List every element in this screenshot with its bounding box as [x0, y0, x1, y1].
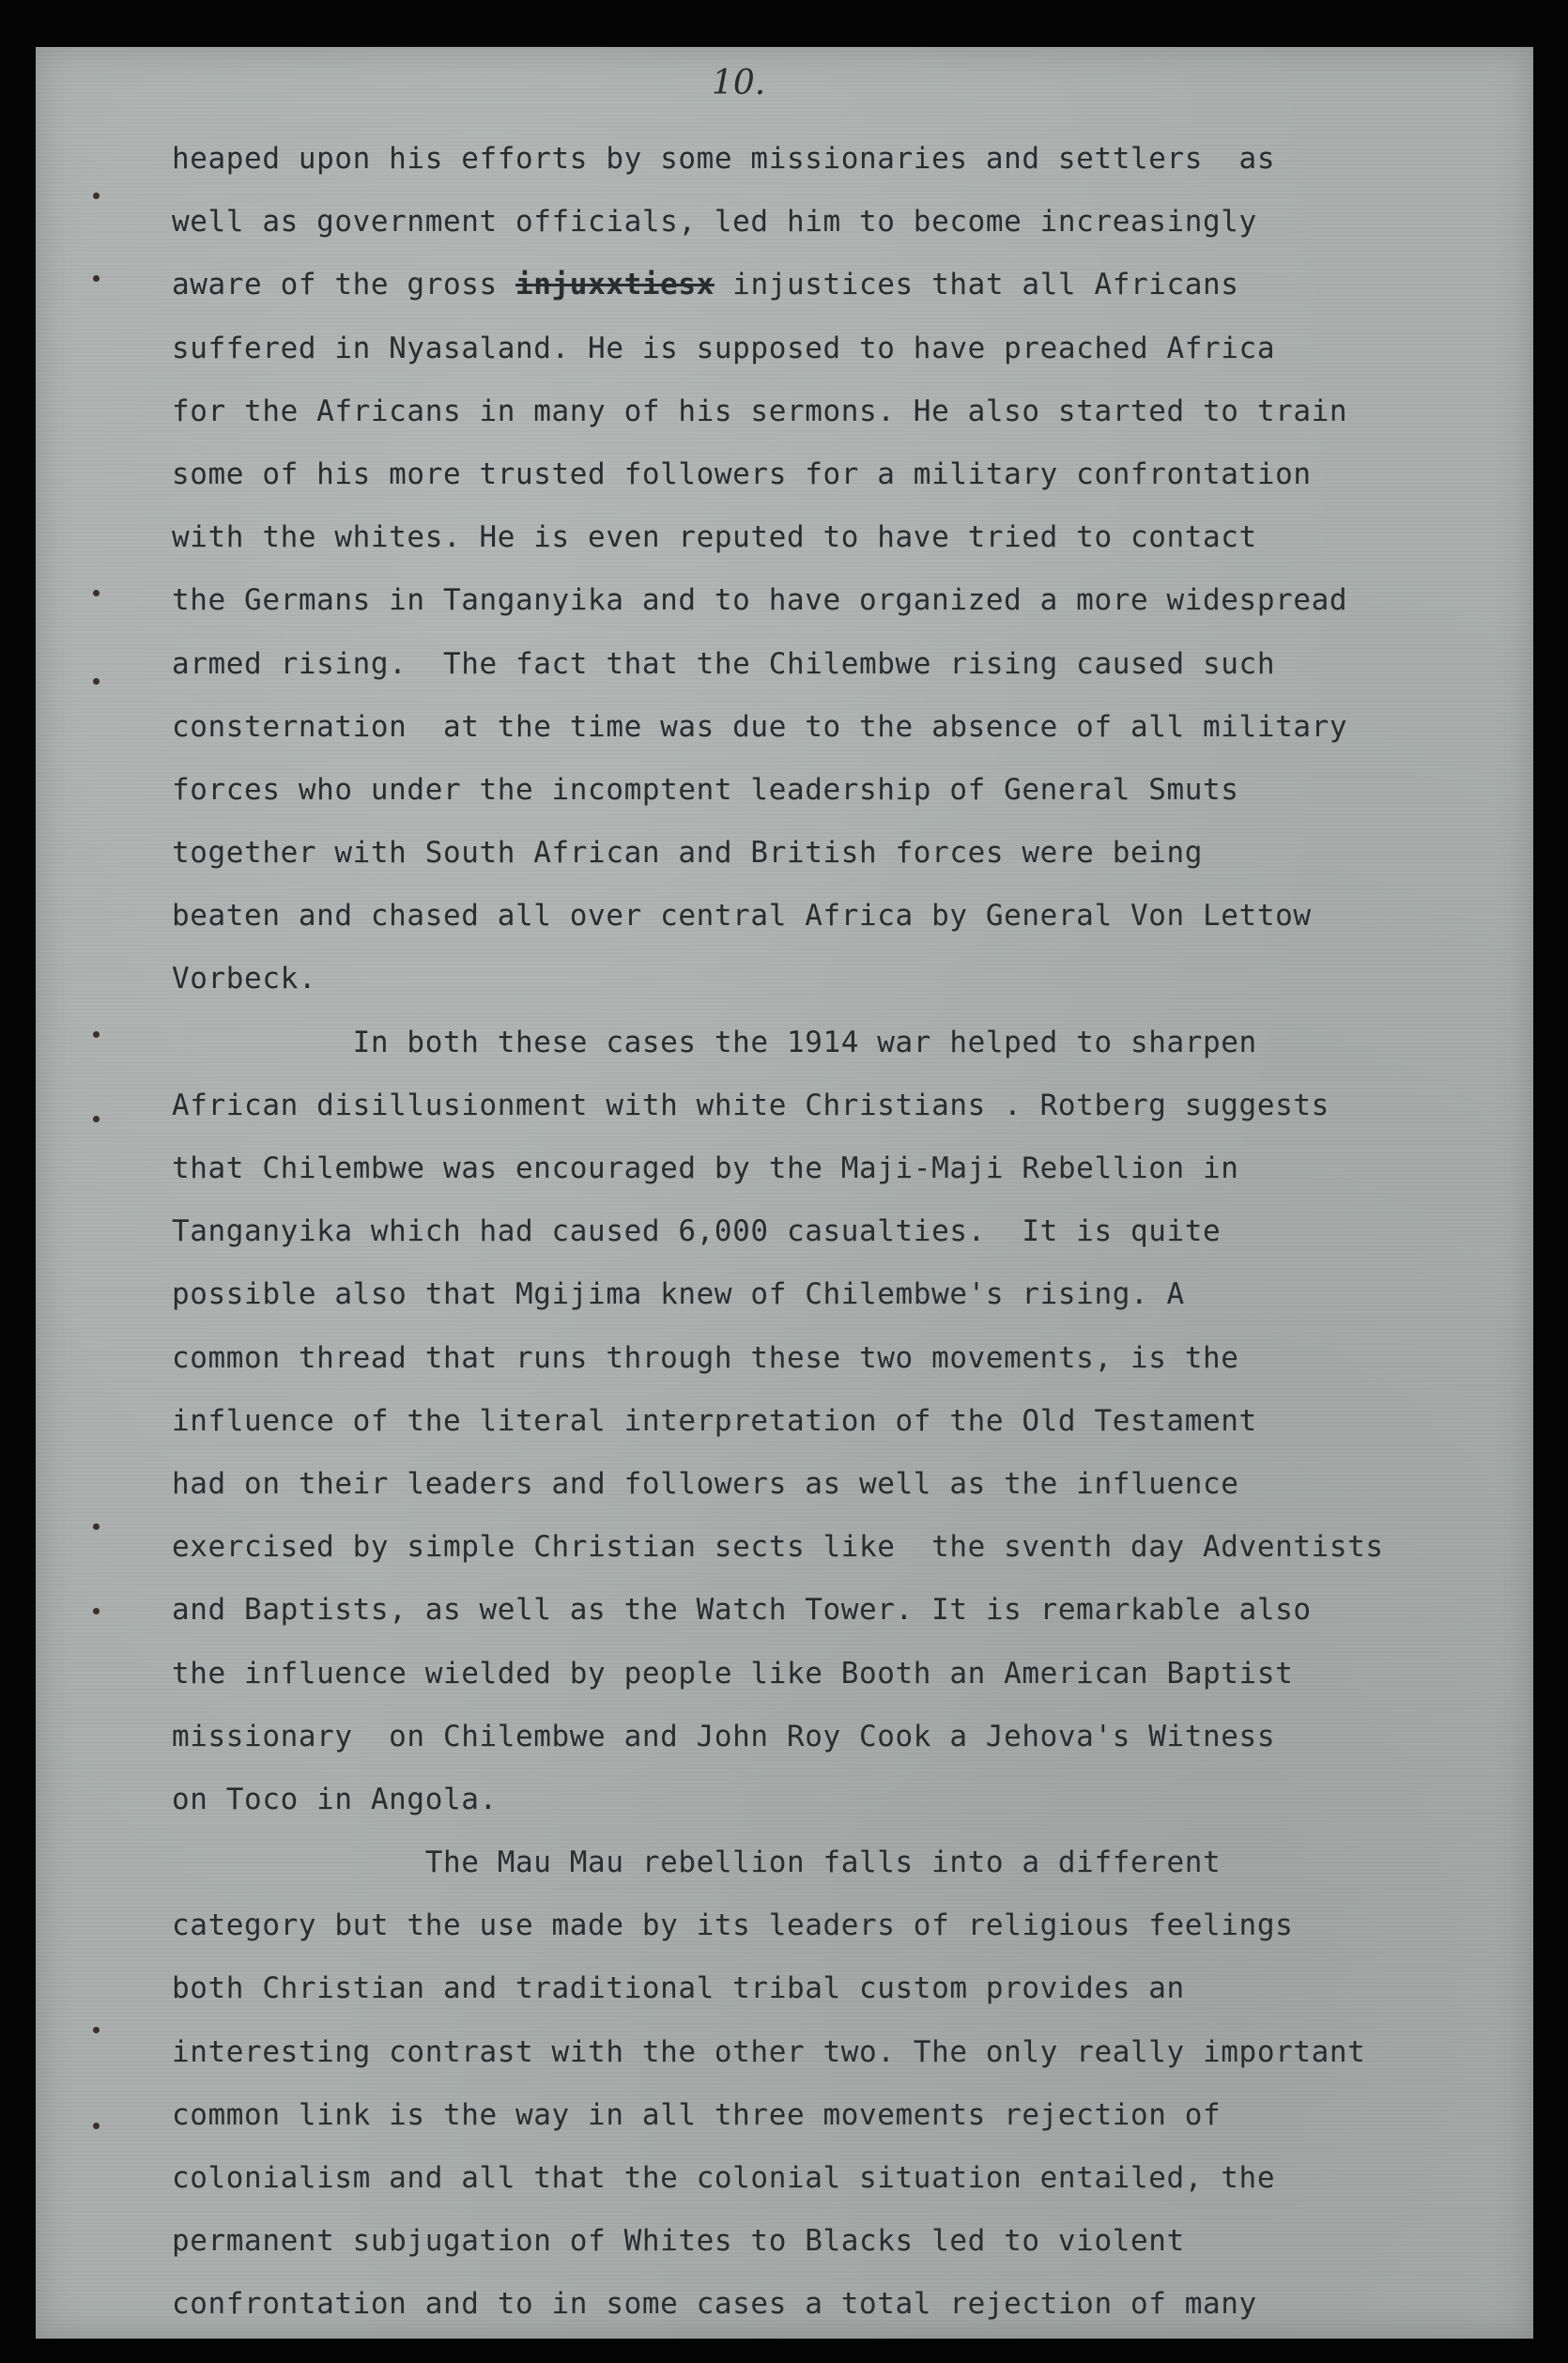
text-line: exercised by simple Christian sects like the sventh day Adventists [172, 1530, 1384, 1565]
binding-hole [93, 590, 100, 596]
text-line: beaten and chased all over central Africa by General Von Lettow [172, 899, 1312, 934]
text-line: for the Africans in many of his sermons. He also started to train [172, 394, 1348, 428]
text-line: African disillusionment with white Christians . Rotberg suggests [172, 1088, 1330, 1122]
page-number: 10. [712, 64, 766, 102]
text-line: Vorbeck. [172, 962, 317, 996]
text-line: possible also that Mgijima knew of Chilembwe's rising. A [172, 1277, 1185, 1312]
text-line: suffered in Nyasaland. He is supposed to have preached Africa [172, 331, 1276, 365]
text-line [172, 254, 1505, 317]
binding-hole [93, 2123, 100, 2129]
binding-hole [93, 275, 100, 282]
text-line: confrontation and to in some cases a total rejection of many [172, 2287, 1257, 2322]
text-line: that Chilembwe was encouraged by the Maji-Maji Rebellion in [172, 1151, 1239, 1185]
text-segment: injustices that all Africans [714, 268, 1239, 302]
text-line: together with South African and British forces were being [172, 836, 1204, 871]
text-line: armed rising. The fact that the Chilembwe rising caused such [172, 646, 1276, 681]
text-line: interesting contrast with the other two. The only really important [172, 2034, 1366, 2069]
text-line: influence of the literal interpretation of the Old Testament [172, 1403, 1257, 1438]
paragraph [172, 128, 1505, 1012]
binding-hole [93, 1608, 100, 1614]
text-line: some of his more trusted followers for a military confrontation [172, 456, 1312, 491]
text-line: the influence wielded by people like Booth an American Baptist [172, 1656, 1294, 1691]
text-line: heaped upon his efforts by some missionaries and settlers as [172, 142, 1276, 176]
body-text [172, 128, 1505, 2337]
text-segment: aware of the gross [172, 268, 516, 302]
text-line: well as government officials, led him to become increasingly [172, 205, 1257, 239]
paragraph [172, 1012, 1505, 1831]
text-line: permanent subjugation of Whites to Blacks led to violent [172, 2224, 1185, 2259]
binding-hole [93, 193, 100, 199]
text-line: missionary on Chilembwe and John Roy Cook a Jehova's Witness [172, 1719, 1276, 1753]
text-line: common thread that runs through these two movements, is the [172, 1340, 1239, 1375]
binding-hole [93, 1031, 100, 1038]
text-line: both Christian and traditional tribal custom provides an [172, 1971, 1185, 2006]
text-line: consternation at the time was due to the absence of all military [172, 709, 1348, 744]
text-line: common link is the way in all three movements rejection of [172, 2097, 1222, 2132]
text-line: the Germans in Tanganyika and to have organized a more widespread [172, 583, 1348, 618]
text-line: forces who under the incomptent leadership of General Smuts [172, 772, 1239, 807]
paragraph [172, 1831, 1505, 2337]
binding-hole [93, 2027, 100, 2033]
text-line: category but the use made by its leaders of religious feelings [172, 1908, 1294, 1943]
binding-hole [93, 1116, 100, 1122]
text-line: with the whites. He is even reputed to have tried to contact [172, 520, 1257, 555]
struck-out-typing: injuxxtiesx [515, 268, 715, 302]
text-line: Tanganyika which had caused 6,000 casualties. It is quite [172, 1214, 1222, 1249]
typewritten-page [36, 47, 1533, 2339]
text-line: The Mau Mau rebellion falls into a different [172, 1846, 1222, 1880]
text-line: and Baptists, as well as the Watch Tower. It is remarkable also [172, 1593, 1312, 1628]
text-line: had on their leaders and followers as well as the influence [172, 1466, 1239, 1501]
text-line: colonialism and all that the colonial situation entailed, the [172, 2161, 1276, 2195]
text-line: on Toco in Angola. [172, 1782, 498, 1816]
binding-hole [93, 1523, 100, 1530]
text-line: In both these cases the 1914 war helped to sharpen [172, 1025, 1257, 1059]
binding-hole [93, 678, 100, 685]
